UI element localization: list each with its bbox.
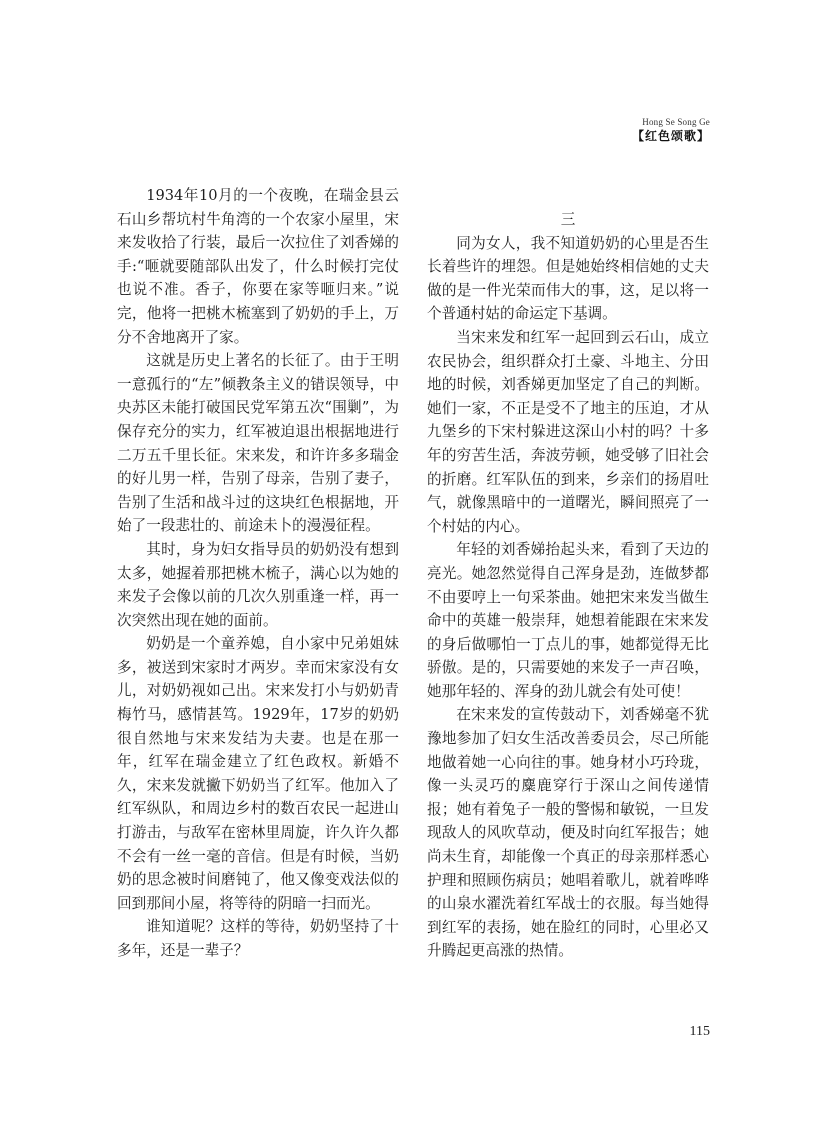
page-header <box>632 116 710 144</box>
paragraph: 奶奶是一个童养媳，自小家中兄弟姐妹多，被送到宋家时才两岁。幸而宋家没有女儿，对奶奶视如己出。宋来发打小与奶奶青梅竹马，感情甚笃。1929年，17岁的奶奶很自然地与宋来发结为夫妻。也是在那一年，红军在瑞金建立了红色政权。新婚不久，宋来发就撇下奶奶当了红军。他加入了红军纵队，和周边乡村的数百农民一起进山打游击，与敌军在密林里周旋，许久许久都不会有一丝一毫的音信。但是有时候，当奶奶的思念被时间磨钝了，他又像变戏法似的回到那间小屋，将等待的阴暗一扫而光。 <box>117 635 399 912</box>
paragraph: 年轻的刘香娣抬起头来，看到了天边的亮光。她忽然觉得自己浑身是劲，连做梦都不由要哼上一句采茶曲。她把宋来发当做生命中的英雄一般崇拜，她想着能跟在宋来发的身后做哪怕一丁点儿的事，她都觉得无比骄傲。是的，只需要她的来发子一声召唤，她那年轻的、浑身的劲儿就会有处可使！ <box>427 541 709 700</box>
left-column <box>117 184 399 963</box>
paragraph: 1934年10月的一个夜晚，在瑞金县云石山乡帮坑村牛角湾的一个农家小屋里，宋来发收拾了行装，最后一次拉住了刘香娣的手:“咂就要随部队出发了，什么时候打完仗也说不准。香子，你要在家等咂归来。”说完，他将一把桃木梳塞到了奶奶的手上，万分不舍地离开了家。 <box>117 187 399 346</box>
paragraph: 在宋来发的宣传鼓动下，刘香娣毫不犹豫地参加了妇女生活改善委员会，尽己所能地做着她一心向往的事。她身材小巧玲珑，像一头灵巧的麋鹿穿行于深山之间传递情报；她有着兔子一般的警惕和敏锐，一旦发现敌人的风吹草动，便及时向红军报告；她尚未生育，却能像一个真正的母亲那样悉心护理和照顾伤病员；她唱着歌儿，就着哗哗的山泉水濯洗着红军战士的衣服。每当她得到红军的表扬，她在脸红的同时，心里必又升腾起更高涨的热情。 <box>427 706 709 960</box>
paragraph: 谁知道呢？这样的等待，奶奶坚持了十多年，还是一辈子？ <box>117 918 399 959</box>
paragraph: 当宋来发和红军一起回到云石山，成立农民协会，组织群众打土豪、斗地主、分田地的时候，刘香娣更加坚定了自己的判断。她们一家，不正是受不了地主的压迫，才从九堡乡的下宋村躲进这深山小村的吗？十多年的穷苦生活，奔波劳顿，她受够了旧社会的折磨。红军队伍的到来，乡亲们的扬眉吐气，就像黑暗中的一道曙光，瞬间照亮了一个村姑的内心。 <box>427 328 709 535</box>
paragraph: 这就是历史上著名的长征了。由于王明一意孤行的“左”倾教条主义的错误领导，中央苏区未能打破国民党军第五次“围剿”，为保存充分的实力，红军被迫退出根据地进行二万五千里长征。宋来发，和许许多多瑞金的好儿男一样，告别了母亲，告别了妻子，告别了生活和战斗过的这块红色根据地，开始了一段悲壮的、前途未卜的漫漫征程。 <box>117 352 399 535</box>
section-heading: 三 <box>560 211 576 228</box>
paragraph: 同为女人，我不知道奶奶的心里是否生长着些许的埋怨。但是她始终相信她的丈夫做的是一件光荣而伟大的事，这，足以将一个普通村姑的命运定下基调。 <box>427 234 709 323</box>
page-number: 115 <box>689 1024 710 1039</box>
right-column <box>427 208 709 963</box>
column-title: 【红色颂歌】 <box>631 129 710 143</box>
paragraph: 其时，身为妇女指导员的奶奶没有想到太多，她握着那把桃木梳子，满心以为她的来发子会像以前的几次久别重逢一样，再一次突然出现在她的面前。 <box>117 540 399 629</box>
column-pinyin: Hong Se Song Ge <box>642 117 710 127</box>
